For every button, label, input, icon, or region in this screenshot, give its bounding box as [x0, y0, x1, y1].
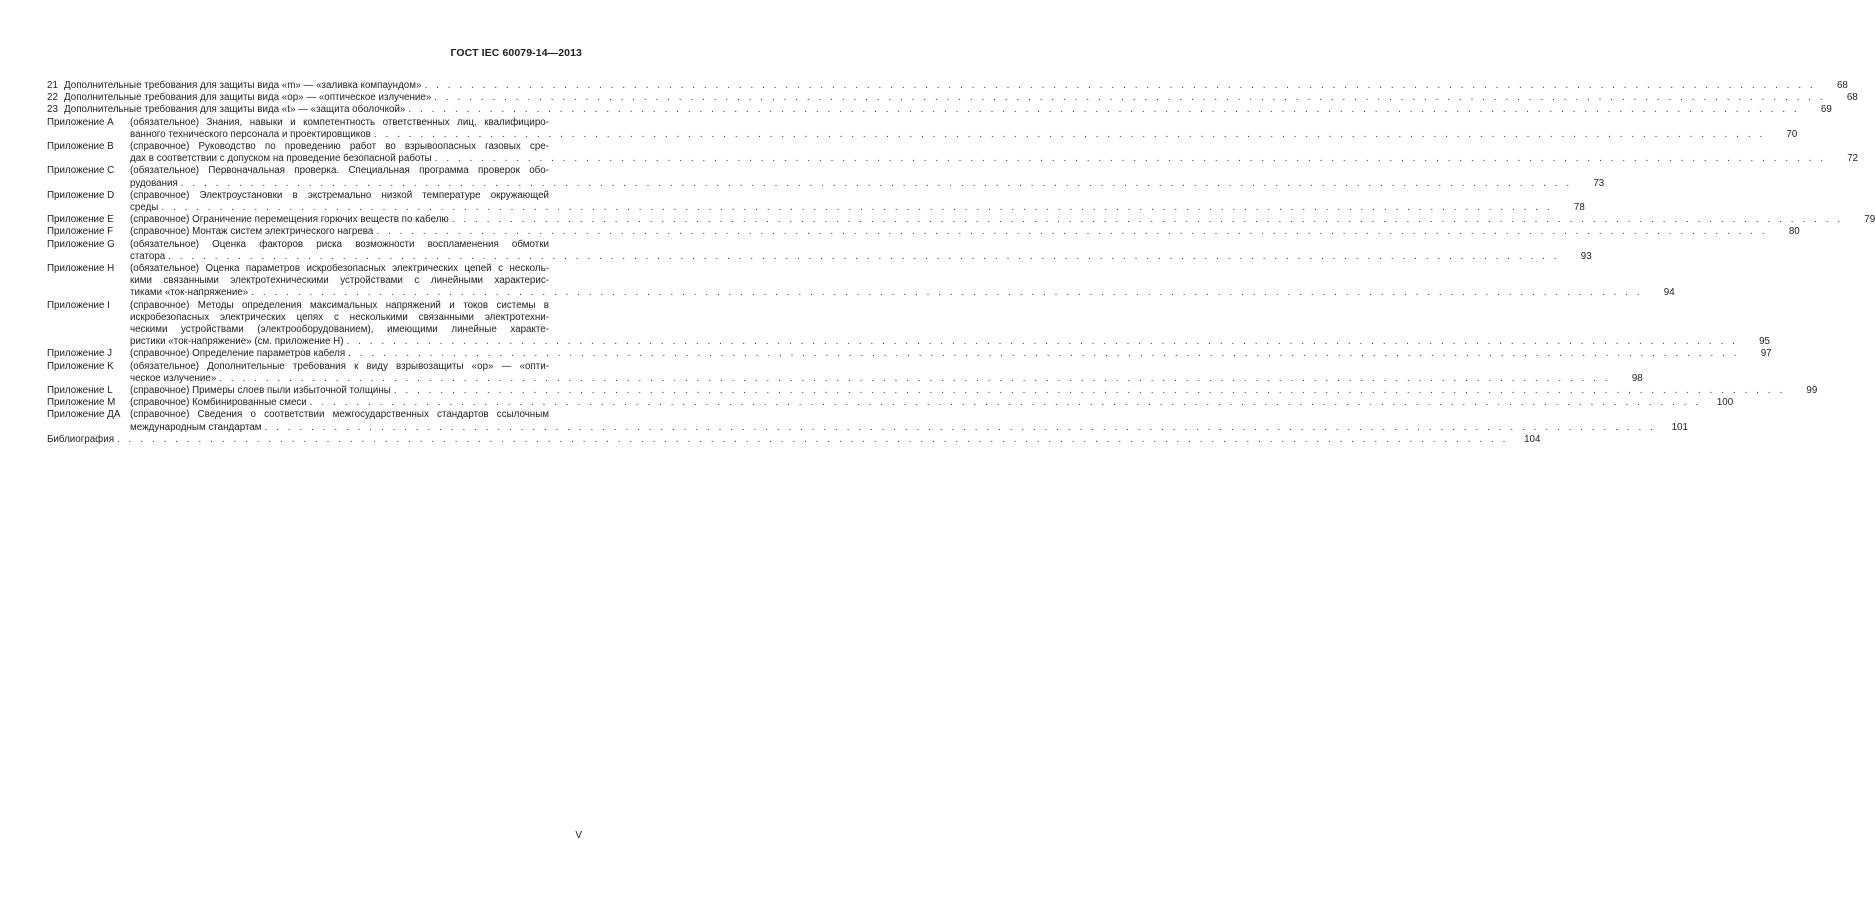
dot-leader: . . . . . . . . . . . . . . . . . . . . . . . . . . . . . . . . . . . . . . . . . . . . . . . . . . . . . . . . . . . . . . . . . . . . . . . . . . . . . . . . . . . . . . . . . . . . . . . . . . . . . . . . . . . . . . . . . . . . . . . . [424, 80, 1816, 91]
toc-entry[interactable] [47, 263, 1675, 300]
toc-entry-label: 21 [47, 80, 58, 91]
dot-leader: . . . . . . . . . . . . . . . . . . . . . . . . . . . . . . . . . . . . . . . . . . . . . . . . . . . . . . . . . . . . . . . . . . . . . . . . . . . . . . . . . . . . . . . . . . . . . . . . . . . . . . . . . . . . . . . . . . . . . . . . [393, 385, 1786, 397]
toc-entry-label: Приложение F [47, 226, 114, 238]
toc-entry[interactable] [47, 116, 1798, 141]
toc-entry-label: Библиография [47, 433, 115, 445]
toc-entry-label: Приложение G [47, 238, 115, 250]
toc-entry-page-number: 68 [1846, 92, 1858, 104]
toc-entry-text-line: (обязательное) Дополнительные требования к виду взрывозащиты «op» — «опти- [130, 360, 549, 372]
dot-leader: . . . . . . . . . . . . . . . . . . . . . . . . . . . . . . . . . . . . . . . . . . . . . . . . . . . . . . . . . . . . . . . . . . . . . . . . . . . . . . . . . . . . . . . . . . . . . . . . . . . . . . . . . . . . . . . . . . . . . . . . [373, 128, 1766, 140]
dot-leader: . . . . . . . . . . . . . . . . . . . . . . . . . . . . . . . . . . . . . . . . . . . . . . . . . . . . . . . . . . . . . . . . . . . . . . . . . . . . . . . . . . . . . . . . . . . . . . . . . . . . . . . . . . . . . . . . . . . . . . . . [180, 177, 1573, 189]
toc-entry-text: ристики «ток-напряжение» (см. приложение Н) [130, 336, 344, 348]
dot-leader: . . . . . . . . . . . . . . . . . . . . . . . . . . . . . . . . . . . . . . . . . . . . . . . . . . . . . . . . . . . . . . . . . . . . . . . . . . . . . . . . . . . . . . . . . . . . . . . . . . . . . . . . . . . . . . . . . . . . . . . . [434, 92, 1826, 104]
toc-entry-text-line: (обязательное) Оценка параметров искробезопасных электрических цепей с несколь- [130, 263, 549, 275]
page-number: V [575, 830, 582, 841]
toc-entry-page-number: 101 [1671, 421, 1688, 433]
toc-entry-page-number: 98 [1631, 372, 1643, 384]
toc-entry-text: ческое излучение» [130, 372, 217, 384]
toc-entry-text: (справочное) Ограничение перемещения горючих веществ по кабелю [130, 214, 449, 226]
toc-entry-text-line: (справочное) Электроустановки в экстремально низкой температуре окружающей [130, 189, 549, 201]
toc-entry-label: Приложение С [47, 165, 115, 177]
dot-leader: . . . . . . . . . . . . . . . . . . . . . . . . . . . . . . . . . . . . . . . . . . . . . . . . . . . . . . . . . . . . . . . . . . . . . . . . . . . . . . . . . . . . . . . . . . . . . . . . . . . . . . . . . . . . . . . . . . . . . . . . [309, 397, 1702, 409]
toc-entry[interactable] [47, 397, 1734, 409]
toc-entry[interactable] [47, 92, 1858, 104]
toc-entry-text: статора [130, 250, 166, 262]
dot-leader: . . . . . . . . . . . . . . . . . . . . . . . . . . . . . . . . . . . . . . . . . . . . . . . . . . . . . . . . . . . . . . . . . . . . . . . . . . . . . . . . . . . . . . . . . . . . . . . . . . . . . . . . . . . . . . . . . . . . . . . . [168, 250, 1560, 262]
dot-leader: . . . . . . . . . . . . . . . . . . . . . . . . . . . . . . . . . . . . . . . . . . . . . . . . . . . . . . . . . . . . . . . . . . . . . . . . . . . . . . . . . . . . . . . . . . . . . . . . . . . . . . . . . . . . . . . . . . . . . . . . [251, 287, 1643, 299]
toc-entry-text-line: (справочное) Сведения о соответствии межгосударственных стандартов ссылочным [130, 409, 549, 421]
toc-entry-text-line: ческими устройствами (электрооборудованием), имеющими линейные характе- [130, 324, 549, 336]
toc-entry[interactable] [47, 409, 1688, 433]
dot-leader: . . . . . . . . . . . . . . . . . . . . . . . . . . . . . . . . . . . . . . . . . . . . . . . . . . . . . . . . . . . . . . . . . . . . . . . . . . . . . . . . . . . . . . . . . . . . . . . . . . . . . . . . . . . . . . . . . . . . . . . . [161, 202, 1553, 214]
toc-entry-page-number: 70 [1786, 128, 1798, 140]
dot-leader: . . . . . . . . . . . . . . . . . . . . . . . . . . . . . . . . . . . . . . . . . . . . . . . . . . . . . . . . . . . . . . . . . . . . . . . . . . . . . . . . . . . . . . . . . . . . . . . . . . . . . . . . . . . . . . . . . . . . . . . . [434, 153, 1827, 165]
toc-entry-label: Приложение J [47, 348, 113, 360]
toc-entry[interactable] [47, 80, 1848, 92]
toc-entry[interactable] [47, 299, 1770, 349]
toc-entry-text: Дополнительные требования для защиты вида «t» — «защита оболочкой» [64, 104, 406, 116]
toc-entry-text: (справочное) Определение параметров кабеля [130, 348, 346, 360]
toc-entry[interactable] [47, 238, 1592, 263]
toc-entry-page-number: 79 [1864, 214, 1875, 226]
toc-entry-page-number: 99 [1806, 385, 1818, 397]
dot-leader: . . . . . . . . . . . . . . . . . . . . . . . . . . . . . . . . . . . . . . . . . . . . . . . . . . . . . . . . . . . . . . . . . . . . . . . . . . . . . . . . . . . . . . . . . . . . . . . . . . . . . . . . . . . . . . . . . . . . . . . . [346, 336, 1738, 348]
toc-entry[interactable] [47, 226, 1800, 238]
toc-entry-label: 22 [47, 92, 58, 104]
toc-entry[interactable] [47, 385, 1818, 397]
toc-entry-page-number: 80 [1788, 226, 1800, 238]
toc-entry-label: Приложение ДА [47, 409, 121, 421]
toc-entry-text: тиками «ток-напряжение» [130, 287, 249, 299]
toc-entry-text-line: (обязательное) Знания, навыки и компетентность ответственных лиц, квалифициро- [130, 116, 549, 128]
toc-entry-text-line: кими связанными электротехническими устройствами с линейными характерис- [130, 275, 549, 287]
toc-entry-label: 23 [47, 104, 58, 116]
toc-entry-text: (справочное) Примеры слоев пыли избыточной толщины [130, 385, 391, 397]
toc-entry[interactable] [47, 214, 1875, 226]
toc-entry-page-number: 93 [1580, 250, 1592, 262]
toc-entry-page-number: 78 [1573, 202, 1585, 214]
toc-entry-text: среды [130, 202, 159, 214]
dot-leader: . . . . . . . . . . . . . . . . . . . . . . . . . . . . . . . . . . . . . . . . . . . . . . . . . . . . . . . . . . . . . . . . . . . . . . . . . . . . . . . . . . . . . . . . . . . . . . . . . . . . . . . . . . . . . . . . . . . . . . . . [219, 372, 1611, 384]
toc-entry-text: Дополнительные требования для защиты вида «m» — «заливка компаундом» [64, 80, 422, 91]
toc-entry-label: Приложение D [47, 189, 115, 201]
toc-entry-page-number: 69 [1820, 104, 1832, 116]
toc-entry-page-number: 104 [1524, 433, 1541, 445]
toc-entry-text-line: (справочное) Руководство по проведению работ во взрывоопасных газовых сре- [130, 141, 549, 153]
toc-entry-label: Приложение Е [47, 214, 114, 226]
toc-entry-text: (справочное) Монтаж систем электрического нагрева [130, 226, 374, 238]
toc-entry-page-number: 94 [1663, 287, 1675, 299]
toc-entry-text-line: (обязательное) Оценка факторов риска возможности воспламенения обмотки [130, 238, 549, 250]
toc-entry-text: (справочное) Комбинированные смеси [130, 397, 307, 409]
dot-leader: . . . . . . . . . . . . . . . . . . . . . . . . . . . . . . . . . . . . . . . . . . . . . . . . . . . . . . . . . . . . . . . . . . . . . . . . . . . . . . . . . . . . . . . . . . . . . . . . . . . . . . . . . . . . . . . . . . . . . . . . [264, 421, 1656, 433]
toc-entry[interactable] [47, 141, 1859, 165]
toc-entry-text: Дополнительные требования для защиты вида «op» — «оптическое излучение» [64, 92, 432, 104]
dot-leader: . . . . . . . . . . . . . . . . . . . . . . . . . . . . . . . . . . . . . . . . . . . . . . . . . . . . . . . . . . . . . . . . . . . . . . . . . . . . . . . . . . . . . . . . . . . . . . . . . . . . . . . . . . . . . . . . . . . . . . . . [451, 214, 1844, 226]
toc-entry-label: Приложение L [47, 385, 113, 397]
toc-entry[interactable] [47, 348, 1772, 360]
toc-entry[interactable] [47, 104, 1832, 116]
toc-entry-text: дах в соответствии с допуском на проведение безопасной работы [130, 153, 432, 165]
toc-entry-label: Приложение K [47, 360, 114, 372]
toc-entry[interactable] [47, 433, 1541, 446]
toc-entry-text: рудования [130, 177, 178, 189]
table-of-contents [47, 80, 1875, 446]
toc-entry-page-number: 97 [1760, 348, 1772, 360]
toc-entry-page-number: 73 [1593, 177, 1605, 189]
toc-entry-label: Приложение А [47, 116, 114, 128]
toc-entry-label: Приложение В [47, 141, 114, 153]
toc-entry-page-number: 95 [1759, 336, 1770, 348]
toc-entry-label: Приложение Н [47, 263, 115, 275]
document-header: ГОСТ IEC 60079-14—2013 [450, 47, 582, 59]
toc-entry-text-line: искробезопасных электрических цепях с несколькими связанными электротехни- [130, 311, 549, 323]
dot-leader: . . . . . . . . . . . . . . . . . . . . . . . . . . . . . . . . . . . . . . . . . . . . . . . . . . . . . . . . . . . . . . . . . . . . . . . . . . . . . . . . . . . . . . . . . . . . . . . . . . . . . . . . . . . . . . . . . . . . . . . . [348, 348, 1740, 360]
toc-entry-text: международным стандартам [130, 421, 262, 433]
toc-entry-page-number: 100 [1716, 397, 1734, 409]
toc-entry[interactable] [47, 360, 1643, 385]
toc-entry-page-number: 68 [1836, 80, 1848, 91]
toc-entry-page-number: 72 [1847, 153, 1859, 165]
toc-entry[interactable] [47, 189, 1585, 214]
dot-leader: . . . . . . . . . . . . . . . . . . . . . . . . . . . . . . . . . . . . . . . . . . . . . . . . . . . . . . . . . . . . . . . . . . . . . . . . . . . . . . . . . . . . . . . . . . . . . . . . . . . . . . . . . . . . . . . . . . . . . . . . [117, 433, 1509, 445]
toc-entry-text-line: (справочное) Методы определения максимальных напряжений и токов системы в [130, 299, 549, 311]
toc-entry-text-line: (обязательное) Первоначальная проверка. Специальная программа проверок обо- [130, 165, 549, 177]
toc-entry-label: Приложение I [47, 299, 110, 311]
toc-entry-text: ванного технического персонала и проектировщиков [130, 128, 371, 140]
toc-entry[interactable] [47, 165, 1605, 189]
dot-leader: . . . . . . . . . . . . . . . . . . . . . . . . . . . . . . . . . . . . . . . . . . . . . . . . . . . . . . . . . . . . . . . . . . . . . . . . . . . . . . . . . . . . . . . . . . . . . . . . . . . . . . . . . . . . . . . . . . . . . . . . [408, 104, 1800, 116]
toc-entry-label: Приложение М [47, 397, 116, 409]
dot-leader: . . . . . . . . . . . . . . . . . . . . . . . . . . . . . . . . . . . . . . . . . . . . . . . . . . . . . . . . . . . . . . . . . . . . . . . . . . . . . . . . . . . . . . . . . . . . . . . . . . . . . . . . . . . . . . . . . . . . . . . . [376, 226, 1768, 238]
